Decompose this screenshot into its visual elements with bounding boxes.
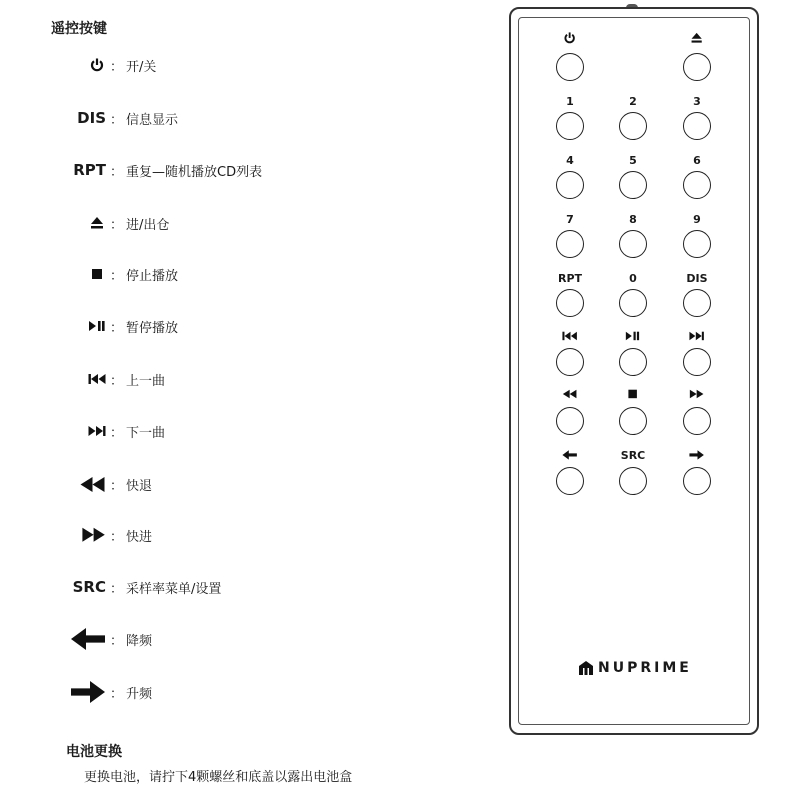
legend-symbol (66, 424, 106, 438)
play-pause-icon (625, 330, 640, 342)
remote-key-label: 7 (566, 213, 574, 226)
legend-symbol (66, 525, 106, 545)
legend-item (66, 104, 366, 132)
legend-item (66, 156, 366, 184)
legend-description: 下一曲 (126, 425, 166, 441)
remote-button[interactable] (556, 53, 584, 81)
arrow-left-icon (70, 625, 106, 653)
legend-colon: ： (110, 425, 124, 441)
play-pause-icon (88, 319, 106, 333)
legend-symbol (66, 216, 106, 230)
remote-button[interactable] (683, 171, 711, 199)
remote-key-icon (545, 449, 595, 461)
remote-button[interactable] (683, 289, 711, 317)
legend-colon: ： (110, 164, 124, 180)
legend-description: 暂停播放 (126, 320, 179, 336)
arrow-right-icon (689, 449, 704, 461)
legend-colon: ： (110, 320, 124, 336)
legend-item (66, 209, 366, 237)
legend-colon: ： (110, 529, 124, 545)
remote-button[interactable] (619, 289, 647, 317)
legend-description: 升频 (126, 686, 153, 702)
remote-key-label: 2 (629, 95, 637, 108)
remote-key-label: 1 (566, 95, 574, 108)
remote-button[interactable] (556, 289, 584, 317)
remote-key-label: 5 (629, 154, 637, 167)
legend-item (66, 260, 366, 288)
legend-description: 上一曲 (126, 373, 166, 389)
remote-button[interactable] (556, 467, 584, 495)
remote-button[interactable] (556, 348, 584, 376)
battery-title: 电池更换 (66, 744, 122, 760)
legend-item (66, 521, 366, 549)
remote-button[interactable] (556, 112, 584, 140)
legend-symbol (66, 678, 106, 706)
legend-symbol: SRC (72, 578, 106, 596)
remote-button[interactable] (683, 112, 711, 140)
remote-key-label: RPT (557, 272, 583, 285)
legend-colon: ： (110, 581, 124, 597)
arrow-left-icon (562, 449, 577, 461)
legend-description: 快退 (126, 478, 153, 494)
legend-symbol (66, 58, 106, 72)
rewind-icon (562, 388, 577, 400)
legend-symbol: DIS (77, 109, 106, 127)
legend-colon: ： (110, 478, 124, 494)
legend-description: 停止播放 (126, 268, 179, 284)
remote-button[interactable] (619, 230, 647, 258)
fast-forward-icon (81, 525, 106, 545)
legend-symbol (66, 267, 106, 281)
remote-key-label: 6 (693, 154, 701, 167)
remote-key-icon (545, 32, 595, 44)
remote-key-label: 0 (629, 272, 637, 285)
remote-key-label: 4 (566, 154, 574, 167)
previous-track-icon (88, 372, 106, 386)
legend-item (66, 417, 366, 445)
battery-instructions: 更换电池，请拧下4颗螺丝和底盖以露出电池盒 (84, 770, 353, 785)
rewind-icon (79, 474, 106, 495)
legend-item (66, 51, 366, 79)
legend-description: 快进 (126, 529, 153, 545)
section-title: 遥控按键 (51, 21, 107, 37)
eject-icon (88, 216, 106, 230)
remote-key-icon (608, 330, 658, 342)
remote-key-icon (672, 330, 722, 342)
legend-item (66, 625, 366, 653)
legend-symbol (66, 319, 106, 333)
next-track-icon (689, 330, 704, 342)
legend-symbol (66, 372, 106, 386)
remote-key-icon (672, 449, 722, 461)
remote-button[interactable] (619, 467, 647, 495)
legend-colon: ： (110, 373, 124, 389)
remote-button[interactable] (683, 467, 711, 495)
remote-button[interactable] (683, 407, 711, 435)
remote-button[interactable] (683, 348, 711, 376)
remote-key-label: DIS (686, 272, 708, 285)
power-icon (562, 32, 577, 44)
legend-item (66, 312, 366, 340)
remote-key-label: 9 (693, 213, 701, 226)
legend-description: 开/关 (126, 59, 157, 75)
remote-button[interactable] (619, 112, 647, 140)
legend-description: 降频 (126, 633, 153, 649)
remote-button[interactable] (683, 53, 711, 81)
brand-mark-icon (578, 660, 594, 676)
previous-track-icon (562, 330, 577, 342)
remote-button[interactable] (619, 407, 647, 435)
remote-key-icon (672, 32, 722, 44)
stop-icon (88, 267, 106, 281)
remote-button[interactable] (556, 171, 584, 199)
remote-key-icon (672, 388, 722, 400)
legend-description: 信息显示 (126, 112, 179, 128)
legend-item (66, 678, 366, 706)
remote-button[interactable] (556, 230, 584, 258)
legend-symbol (66, 474, 106, 495)
legend-colon: ： (110, 112, 124, 128)
remote-key-label: SRC (620, 449, 646, 462)
next-track-icon (88, 424, 106, 438)
brand-logo (578, 660, 692, 676)
remote-key-label: 8 (629, 213, 637, 226)
brand-name: NUPRIME (598, 660, 692, 676)
legend-colon: ： (110, 686, 124, 702)
legend-symbol: RPT (73, 161, 106, 179)
legend-item (66, 470, 366, 498)
legend-item (66, 365, 366, 393)
remote-button[interactable] (683, 230, 711, 258)
legend-colon: ： (110, 59, 124, 75)
remote-key-icon (545, 388, 595, 400)
legend-description: 进/出仓 (126, 217, 170, 233)
stop-icon (625, 388, 640, 400)
remote-key-icon (608, 388, 658, 400)
fast-forward-icon (689, 388, 704, 400)
legend-colon: ： (110, 633, 124, 649)
remote-button[interactable] (619, 171, 647, 199)
legend-colon: ： (110, 217, 124, 233)
legend-colon: ： (110, 268, 124, 284)
legend-description: 采样率菜单/设置 (126, 581, 222, 597)
remote-key-icon (545, 330, 595, 342)
eject-icon (689, 32, 704, 44)
legend-symbol (66, 625, 106, 653)
arrow-right-icon (70, 678, 106, 706)
legend-item (66, 573, 366, 601)
remote-key-label: 3 (693, 95, 701, 108)
remote-button[interactable] (556, 407, 584, 435)
legend-description: 重复—随机播放CD列表 (126, 164, 263, 180)
power-icon (88, 58, 106, 72)
remote-button[interactable] (619, 348, 647, 376)
